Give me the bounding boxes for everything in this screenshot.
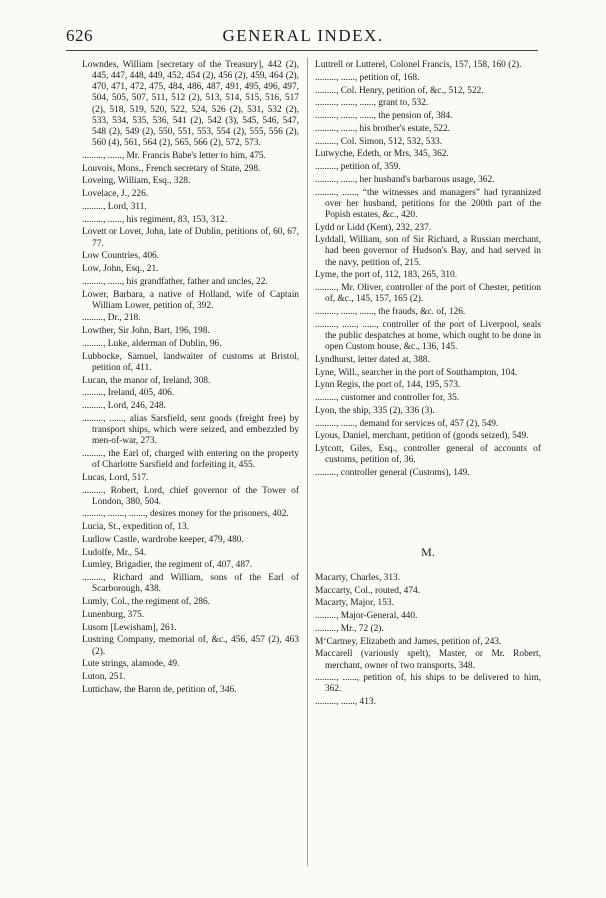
index-entry: Lytcott, Giles, Esq., controller general of accounts of customs, petition of, 36. xyxy=(315,444,541,466)
index-entry: ........., ......, her husband's barbarous usage, 362. xyxy=(315,174,495,185)
index-entry: ........., Lord, 311. xyxy=(82,201,147,212)
section-letter-m: M. xyxy=(421,544,435,559)
index-entry: Lumley, Brigadier, the regiment of, 407, 487. xyxy=(82,560,253,571)
index-entry: Lower, Barbara, a native of Holland, wife of Captain William Lower, petition of, 392. xyxy=(82,289,299,311)
index-entry: ........., ......, ......, grant to, 532. xyxy=(315,98,429,109)
index-entry: ........., ......, his brother's estate, 522. xyxy=(315,123,451,134)
running-head: GENERAL INDEX. xyxy=(222,26,384,45)
index-entry: ........., controller general (Customs), 149. xyxy=(315,468,470,478)
index-entry: Lumly, Col., the regiment of, 286. xyxy=(82,597,211,608)
index-entry: ........., ......, ......, controller of the port of Liverpool, seals the public despatches at home, which ought to be done in open Custom house, &c., 136, 145. xyxy=(315,319,541,353)
index-entry: ........., ......, ......, the pension of, 384. xyxy=(315,111,453,121)
index-entry: Louvois, Mons., French secretary of State, 298. xyxy=(82,163,261,174)
index-entry: ........., ......, his regiment, 83, 153, 312. xyxy=(82,214,228,225)
page-header xyxy=(0,26,606,50)
section-spacer xyxy=(315,481,541,539)
index-entry: ........., customer and controller for, 35. xyxy=(315,393,460,404)
index-entry: ........., ......, Mr. Francis Babe's letter to him, 475. xyxy=(82,150,266,161)
index-entry: Lusom [Lewisham], 261. xyxy=(82,622,177,633)
page-number: 626 xyxy=(66,26,93,45)
index-column-left xyxy=(82,60,299,698)
header-rule xyxy=(66,50,538,51)
index-entry: ........., Mr., 72 (2). xyxy=(315,623,384,634)
index-entry: ........., Lord, 246, 248. xyxy=(82,401,166,412)
index-entry: Lustring Company, memorial of, &c., 456, 457 (2), 463 (2). xyxy=(82,635,299,657)
index-entry: ........., Major-General, 440. xyxy=(315,611,418,622)
index-entry: Low, John, Esq., 21. xyxy=(82,264,159,274)
index-entry: Lyous, Daniel, merchant, petition of (goods seized), 549. xyxy=(315,431,529,442)
index-entry: Luton, 251. xyxy=(82,672,126,682)
right-entries xyxy=(315,60,541,479)
index-entry: Lute strings, alamode, 49. xyxy=(82,659,180,670)
index-entry: Lunenburg, 375. xyxy=(82,609,145,620)
index-entry: ........., ......, petition of, his ships to be delivered to him, 362. xyxy=(315,673,541,695)
index-entry: Lubbocke, Samuel, landwaiter of customs at Bristol, petition of, 411. xyxy=(82,351,299,373)
column-divider xyxy=(307,58,308,866)
index-entry: ........., ......, demand for services of, 457 (2), 549. xyxy=(315,418,499,429)
index-entry: Loveing, William, Esq., 328. xyxy=(82,176,191,187)
index-entry: Lyddall, William, son of Sir Richard, a Russian merchant, had been governor of Hudson's Bay, and had served in the navy, petition of, 215. xyxy=(315,235,541,268)
index-entry: Ludlow Castle, wardrobe keeper, 479, 480. xyxy=(82,534,244,545)
index-entry: ........., the Earl of, charged with entering on the property of Charlotte Sarsfield and forfeiting it, 455. xyxy=(82,448,299,471)
index-entry: ........., Robert, Lord, chief governor of the Tower of London, 380, 504. xyxy=(82,485,299,507)
index-entry: Lovelace, J., 226. xyxy=(82,189,149,200)
index-entry: Lyon, the ship, 335 (2), 336 (3). xyxy=(315,405,435,416)
index-entry: Lowther, Sir John, Bart, 196, 198. xyxy=(82,326,210,337)
index-entry: Lutwyche, Edeth, or Mrs, 345, 362. xyxy=(315,149,449,160)
index-entry: ........., ......, alias Sarsfield, sent goods (freight free) by transport ships, which were seized, and embezzled by men-of-war, 273. xyxy=(82,413,299,447)
index-entry: ........., Mr. Oliver, controller of the port of Chester, petition of, &c., 145, 157, 165 (2). xyxy=(315,283,541,305)
index-entry: Ludolfe, Mr., 54. xyxy=(82,547,147,558)
index-entry: Macarty, Charles, 313. xyxy=(315,572,401,583)
index-entry: ........., petition of, 359. xyxy=(315,162,401,172)
index-entry: Lyme, the port of, 112, 183, 265, 310. xyxy=(315,270,458,281)
index-entry: ........., ......, ......, the frauds, &c. of, 126. xyxy=(315,307,466,318)
index-entry: Maccarell (variously spelt), Master, or Mr. Robert, merchant, owner of two transports, 348. xyxy=(315,649,541,671)
index-entry: Lowndes, William [secretary of the Treasury], 442 (2), 445, 447, 448, 449, 452, 454 (2), 456 (2), 459, 464 (2), 470, 471, 472, 475, 484, 486, 487, 491, 495, 496, 497, 504, 505, 507, 511, 512 (2), 513, 514, 515, 516, 517 (2), 518, 519, 520, 522, 524, 526 (2), 531, 532 (2), 533, 534, 535, 536, 541 (2), 542 (3), 545, 546, 547, 548 (2), 549 (2), 550, 551, 553, 554 (2), 555, 556 (2), 560 (4), 561, 564 (2), 565, 566 (2), 572, 573. xyxy=(82,60,299,149)
index-entry: Macarty, Major, 153. xyxy=(315,598,394,609)
index-entry: ........., Ireland, 405, 406. xyxy=(82,388,175,399)
index-entry: Low Countries, 406. xyxy=(82,251,160,262)
index-entry: Maccarty, Col., routed, 474. xyxy=(315,585,421,596)
index-entry: Lyne, Will., searcher in the port of Southampton, 104. xyxy=(315,367,518,378)
index-entry: Lucas, Lord, 517. xyxy=(82,472,149,483)
index-entry: ........., Col. Simon, 512, 532, 533. xyxy=(315,136,443,147)
index-entry: Lynn Regis, the port of, 144, 195, 573. xyxy=(315,380,461,391)
index-entry: ........., ......., ......., desires money for the prisoners, 402. xyxy=(82,509,289,520)
index-entry: Lovett or Lovet, John, late of Dublin, petitions of, 60, 67, 77. xyxy=(82,227,299,249)
index-entry: Luttrell or Lutterel, Colonel Francis, 157, 158, 160 (2). xyxy=(315,60,522,70)
index-entry: Luttichaw, the Baron de, petition of, 346. xyxy=(82,684,237,695)
index-entry: Lyndhurst, letter dated at, 388. xyxy=(315,354,430,365)
index-entry: ........., ......, petition of, 168. xyxy=(315,72,420,83)
index-entry: ........., Col. Henry, petition of, &c., 512, 522. xyxy=(315,85,484,96)
index-entry: Lydd or Lidd (Kent), 232, 237. xyxy=(315,222,432,233)
index-entry: M‘Cartney, Elizabeth and James, petition of, 243. xyxy=(315,636,502,647)
index-entry: ........., Luke, alderman of Dublin, 96. xyxy=(82,338,222,349)
index-entry: ........., ......, “the witnesses and managers” had tyrannized over her husband, petitions for the 200th part of the Popish estates, &c., 420. xyxy=(315,187,541,220)
index-entry: ........., Dr., 218. xyxy=(82,313,141,324)
index-entry: ........., Richard and William, sons of the Earl of Scarborough, 438. xyxy=(82,573,299,595)
index-entry: ........., ......, his grandfather, father and uncles, 22. xyxy=(82,276,268,287)
index-entry: Lucan, the manor of, Ireland, 308. xyxy=(82,375,211,386)
section-m-entries xyxy=(315,573,541,708)
index-column-right xyxy=(315,60,541,710)
index-entry: ........., ......, 413. xyxy=(315,697,376,708)
index-entry: Lucia, St., expedition of, 13. xyxy=(82,522,190,533)
